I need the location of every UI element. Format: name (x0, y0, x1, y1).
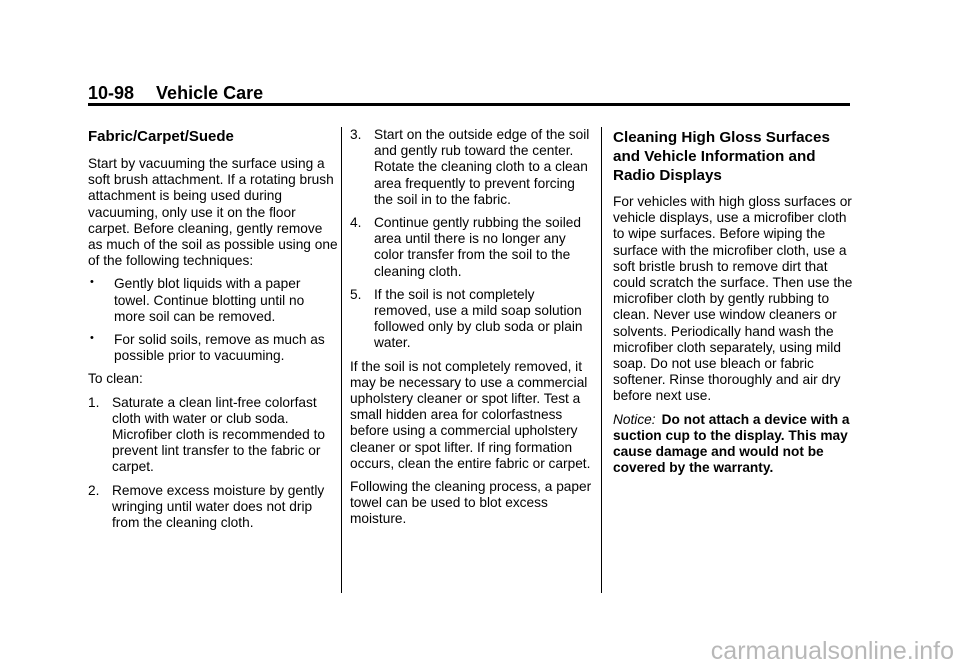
step-item (350, 215, 595, 280)
column-2 (350, 127, 595, 535)
upholstery-cleaner-paragraph: If the soil is not completely removed, it may be necessary to use a commercial upholstery cleaner or spot lifter. Test a small hidden area for colorfastness before using a commercial upholstery cleaner or spot lifter. If ring formation occurs, clean the entire fabric or carpet. (350, 358, 591, 471)
step-item (350, 287, 595, 352)
intro-paragraph: Start by vacuuming the surface using a soft brush attachment. If a rotating brush attachment is being used during vacuuming, only use it on the floor carpet. Before cleaning, gently remove as much of the soil as possible using one of the following techniques: (88, 156, 338, 269)
notice-block (613, 412, 853, 477)
step-text: Continue gently rubbing the soiled area until there is no longer any color transfer from the soil to the cleaning cloth. (374, 215, 581, 279)
bullet-text: For solid soils, remove as much as possible prior to vacuuming. (114, 332, 325, 364)
step-item (88, 483, 338, 532)
bullet-text: Gently blot liquids with a paper towel. Continue blotting until no more soil can be removed. (114, 276, 305, 324)
section-title: Vehicle Care (156, 83, 264, 103)
column-divider-2 (601, 127, 602, 593)
step-number: 1. (88, 394, 100, 410)
bullet-icon: • (90, 276, 94, 289)
high-gloss-paragraph: For vehicles with high gloss surfaces or vehicle displays, use a microfiber cloth to wipe surfaces. Before wiping the surface with the microfiber cloth, use a soft bristle brush to remove dirt that could scratch the surface. Then use the microfiber cloth by gently rubbing to clean. Never use window cleaners or solvents. Periodically hand wash the microfiber cloth separately, using mild soap. Do not use bleach or fabric softener. Rinse thoroughly and air dry before next use. (613, 194, 853, 404)
column-divider-1 (341, 127, 342, 593)
step-number: 2. (88, 482, 100, 498)
section-heading-high-gloss: Cleaning High Gloss Surfaces and Vehicle Information and Radio Displays (613, 129, 830, 184)
step-text: Saturate a clean lint-free colorfast cloth with water or club soda. Microfiber cloth is recommended to prevent lint transfer to the fabric or carpet. (112, 394, 325, 475)
step-text: Start on the outside edge of the soil and gently rub toward the center. Rotate the cleaning cloth to a clean area frequently to prevent forcing the soil in to the fabric. (374, 127, 590, 207)
page-header (88, 82, 263, 104)
step-item (88, 395, 338, 476)
to-clean-label: To clean: (88, 371, 143, 387)
step-number: 4. (350, 215, 362, 231)
bullet-icon: • (90, 332, 94, 345)
step-item (350, 127, 595, 208)
notice-label: Notice: (613, 411, 656, 427)
bullet-item (88, 276, 338, 325)
blot-moisture-paragraph: Following the cleaning process, a paper towel can be used to blot excess moisture. (350, 479, 592, 527)
step-number: 5. (350, 286, 362, 302)
step-text: Remove excess moisture by gently wringing until water does not drip from the cleaning cloth. (112, 482, 325, 531)
header-rule (88, 103, 850, 106)
watermark: carmanualsonline.info (710, 637, 954, 665)
page-number: 10-98 (88, 83, 135, 103)
step-number: 3. (350, 127, 362, 142)
column-1 (88, 128, 338, 538)
notice-text: Do not attach a device with a suction cup to the display. This may cause damage and would not be covered by the warranty. (613, 411, 850, 476)
section-heading-fabric: Fabric/Carpet/Suede (88, 128, 234, 145)
step-text: If the soil is not completely removed, use a mild soap solution followed only by club soda or plain water. (374, 286, 583, 351)
column-3 (613, 128, 853, 483)
bullet-item (88, 332, 338, 364)
